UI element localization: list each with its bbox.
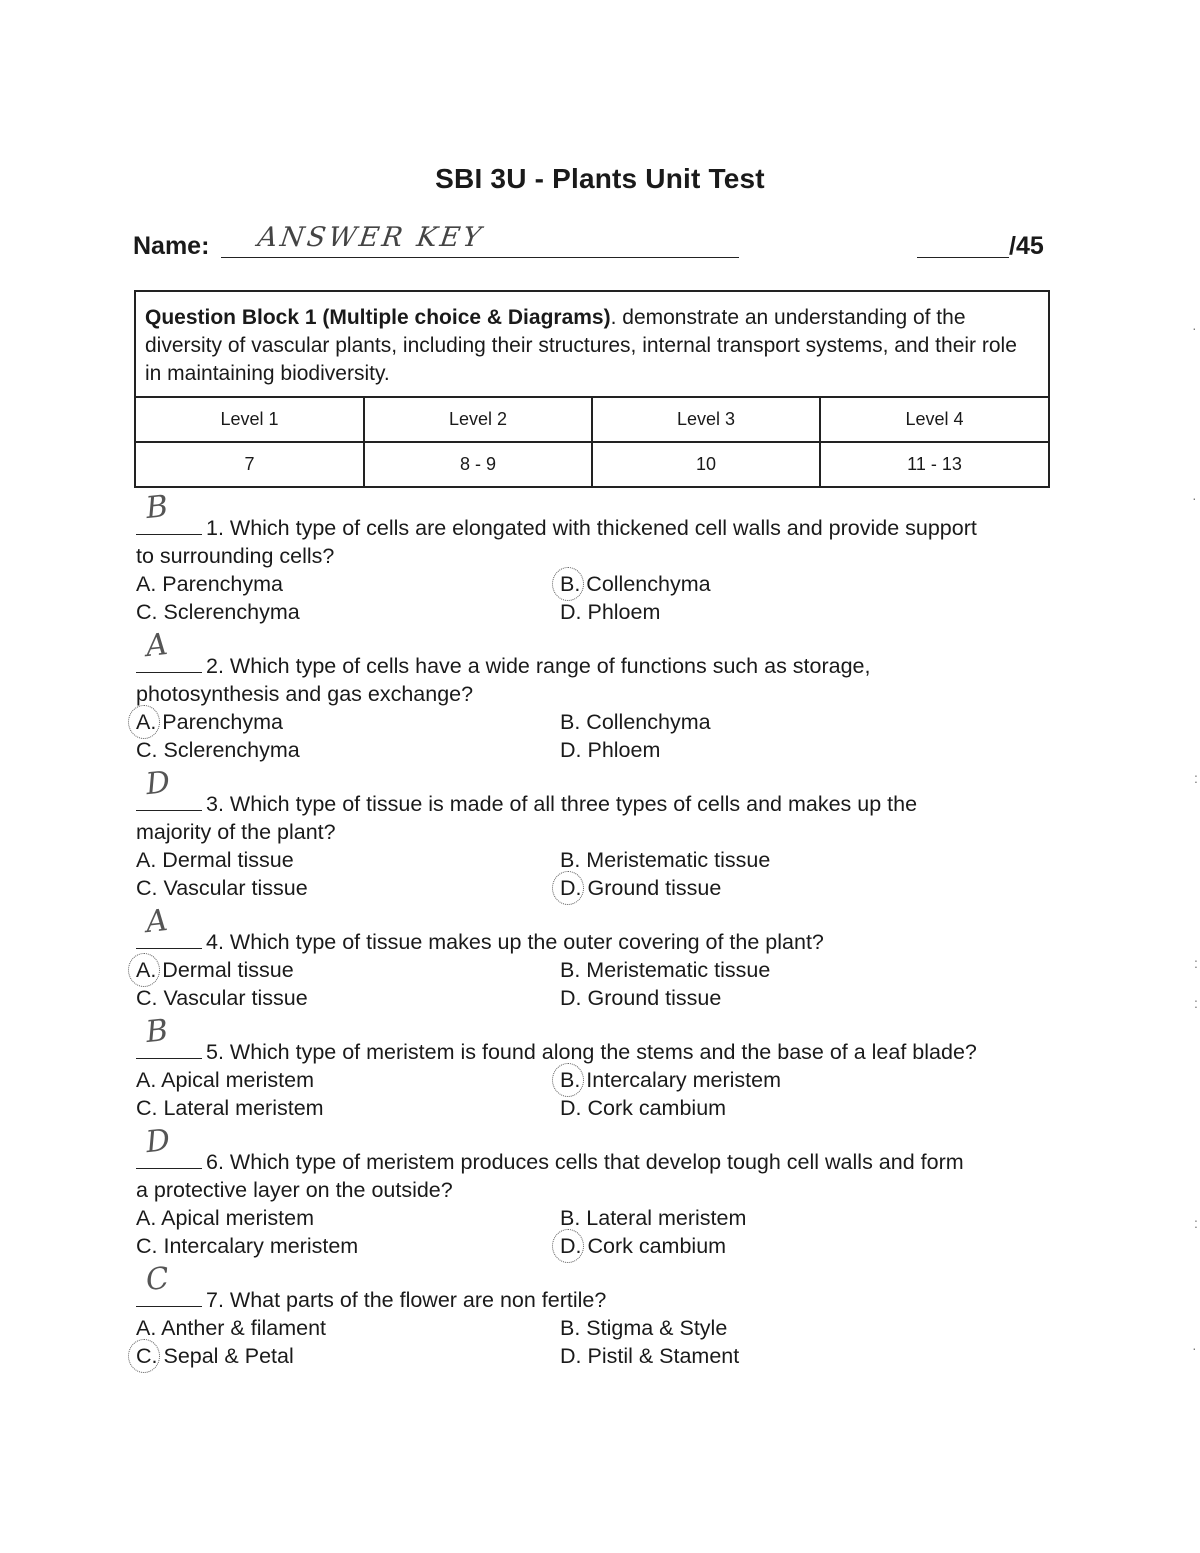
question-text: 1. Which type of cells are elongated with thickened cell walls and provide support <box>206 516 977 540</box>
option-a-circled: A. Dermal tissue <box>136 956 560 984</box>
option-c-circled: C. Sepal & Petal <box>136 1342 560 1370</box>
option-b: B. Stigma & Style <box>560 1316 728 1340</box>
options <box>136 956 1066 1012</box>
question-2 <box>136 626 1066 764</box>
handwritten-answer: D <box>144 1122 172 1161</box>
option-b: B. Collenchyma <box>560 710 711 734</box>
question-3 <box>136 764 1066 902</box>
scan-speck: · <box>1192 1340 1197 1356</box>
answer-blank[interactable] <box>136 1012 202 1059</box>
answer-blank[interactable] <box>136 626 202 673</box>
question-6 <box>136 1122 1066 1260</box>
option-a: A. Parenchyma <box>136 572 283 596</box>
option-a: A. Apical meristem <box>136 1206 315 1230</box>
option-b-circled: B. Collenchyma <box>560 570 990 598</box>
name-handwritten: ANSWER KEY <box>255 222 486 253</box>
option-d-circled: D. Ground tissue <box>560 874 990 902</box>
question-text: 5. Which type of meristem is found along the stems and the base of a leaf blade? <box>206 1040 977 1064</box>
name-label: Name: <box>133 232 210 260</box>
name-row <box>133 222 1048 268</box>
option-d: D. Ground tissue <box>560 986 722 1010</box>
option-d: D. Cork cambium <box>560 1096 727 1120</box>
question-text: 3. Which type of tissue is made of all three types of cells and makes up the <box>206 792 918 816</box>
rubric-score-3: 10 <box>592 442 820 486</box>
handwritten-answer: A <box>144 902 170 941</box>
option-a: A. Anther & filament <box>136 1316 327 1340</box>
option-d: D. Pistil & Stament <box>560 1344 740 1368</box>
question-text-cont: a protective layer on the outside? <box>136 1178 453 1202</box>
option-d: D. Phloem <box>560 600 661 624</box>
scan-speck: : <box>1194 770 1198 786</box>
question-text: 7. What parts of the flower are non fertile? <box>206 1288 607 1312</box>
scan-speck: : <box>1194 1215 1198 1231</box>
option-c: C. Sclerenchyma <box>136 738 300 762</box>
answer-blank[interactable] <box>136 488 202 535</box>
handwritten-answer: B <box>144 1012 170 1051</box>
rubric-box <box>134 290 1050 488</box>
options <box>136 1066 1066 1122</box>
rubric-expectation: . demonstrate an understanding of the diversity of vascular plants, including their structures, internal transport systems, and their role in maintaining biodiversity. <box>145 306 1017 385</box>
option-b: B. Meristematic tissue <box>560 848 771 872</box>
question-text-cont: photosynthesis and gas exchange? <box>136 682 474 706</box>
rubric-level-1: Level 1 <box>136 398 364 442</box>
options <box>136 708 1066 764</box>
score-total: /45 <box>1009 232 1044 260</box>
scan-speck: · <box>1192 320 1197 336</box>
option-a: A. Dermal tissue <box>136 848 294 872</box>
question-text: 2. Which type of cells have a wide range of functions such as storage, <box>206 654 871 678</box>
options <box>136 846 1066 902</box>
option-c: C. Vascular tissue <box>136 876 308 900</box>
options <box>136 570 1066 626</box>
option-c: C. Intercalary meristem <box>136 1234 359 1258</box>
name-field[interactable] <box>221 257 739 258</box>
question-text-cont: majority of the plant? <box>136 820 336 844</box>
rubric-table <box>136 398 1048 486</box>
option-a-circled: A. Parenchyma <box>136 708 560 736</box>
rubric-description <box>136 292 1048 398</box>
rubric-heading: Question Block 1 (Multiple choice & Diagrams) <box>145 306 611 329</box>
answer-blank[interactable] <box>136 764 202 811</box>
handwritten-answer: B <box>144 488 170 527</box>
option-a: A. Apical meristem <box>136 1068 315 1092</box>
option-b-circled: B. Intercalary meristem <box>560 1066 990 1094</box>
option-c: C. Lateral meristem <box>136 1096 324 1120</box>
page-title: SBI 3U - Plants Unit Test <box>435 163 765 194</box>
rubric-level-4: Level 4 <box>820 398 1048 442</box>
handwritten-answer: D <box>144 764 172 803</box>
option-b: B. Lateral meristem <box>560 1206 747 1230</box>
rubric-score-4: 11 - 13 <box>907 454 962 474</box>
question-7 <box>136 1260 1066 1370</box>
option-d: D. Phloem <box>560 738 661 762</box>
option-d-circled: D. Cork cambium <box>560 1232 990 1260</box>
question-4 <box>136 902 1066 1012</box>
scan-speck: : <box>1194 995 1198 1011</box>
question-5 <box>136 1012 1066 1122</box>
question-text: 4. Which type of tissue makes up the outer covering of the plant? <box>206 930 824 954</box>
question-1 <box>136 488 1066 626</box>
option-b: B. Meristematic tissue <box>560 958 771 982</box>
rubric-score-2: 8 - 9 <box>364 442 592 486</box>
scan-speck: · <box>1192 490 1197 506</box>
question-text-cont: to surrounding cells? <box>136 544 335 568</box>
scan-speck: : <box>1194 955 1198 971</box>
option-c: C. Vascular tissue <box>136 986 308 1010</box>
rubric-level-3: Level 3 <box>592 398 820 442</box>
answer-blank[interactable] <box>136 1260 202 1307</box>
option-c: C. Sclerenchyma <box>136 600 300 624</box>
handwritten-answer: C <box>144 1260 171 1299</box>
handwritten-answer: A <box>144 626 170 665</box>
answer-blank[interactable] <box>136 902 202 949</box>
question-text: 6. Which type of meristem produces cells that develop tough cell walls and form <box>206 1150 964 1174</box>
rubric-score-1: 7 <box>136 442 364 486</box>
options <box>136 1314 1066 1370</box>
score-field[interactable] <box>917 257 1009 258</box>
rubric-level-2: Level 2 <box>364 398 592 442</box>
options <box>136 1204 1066 1260</box>
answer-blank[interactable] <box>136 1122 202 1169</box>
